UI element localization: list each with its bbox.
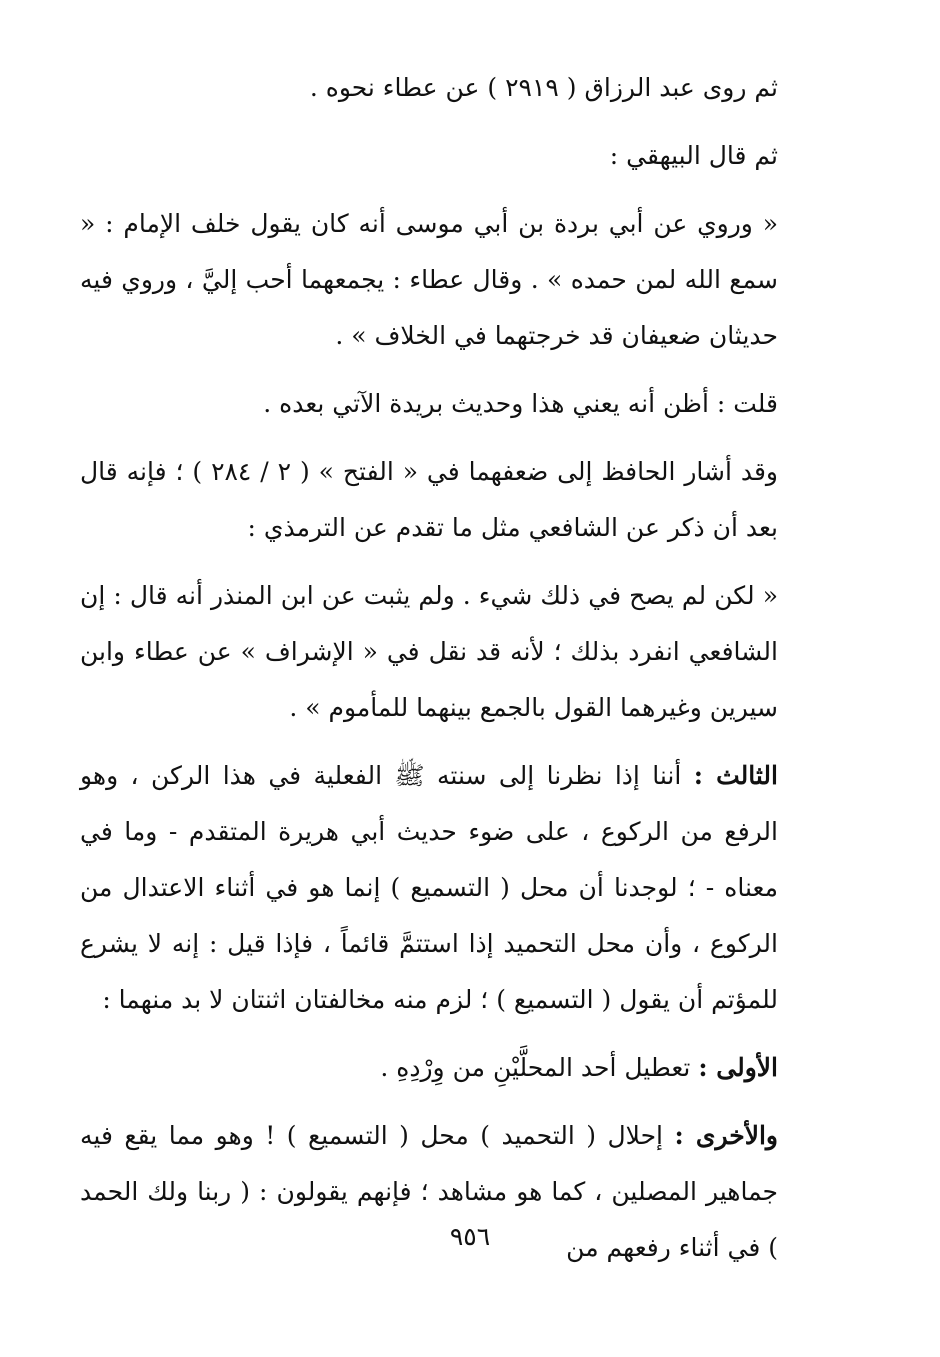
quote-paragraph: « وروي عن أبي بردة بن أبي موسى أنه كان يقول خلف الإمام : « سمع الله لمن حمده » . وقال عطاء : يجمعهما أحب إليَّ ، وروي فيه حديثان ضعيفان قد خرجتهما في الخلاف » . (80, 209, 778, 350)
paragraph: ثم روى عبد الرزاق ( ٢٩١٩ ) عن عطاء نحوه . (309, 73, 778, 102)
page-body (80, 60, 808, 1288)
paragraph: قلت : أظن أنه يعني هذا وحديث بريدة الآتي بعده . (263, 389, 778, 418)
paragraph: ثم قال البيهقي : (609, 141, 778, 170)
paragraph-label: الثالث : (693, 761, 778, 790)
paragraph-first-item (80, 1040, 808, 1096)
paragraph-label: الأولى : (698, 1053, 778, 1082)
paragraph-third-point (80, 748, 808, 1028)
page-number: ٩٥٦ (449, 1222, 491, 1251)
paragraph-text: تعطيل أحد المحلَّيْنِ من وِرْدِهِ . (380, 1053, 691, 1082)
paragraph-text: أننا إذا نظرنا إلى سنته ﷺ الفعلية في هذا الركن ، وهو الرفع من الركوع ، على ضوء حديث أبي هريرة المتقدم - وما في معناه - ؛ لوجدنا أن محل ( التسميع ) إنما هو في أثناء الاعتدال من الركوع ، وأن محل التحميد إذا استتمَّ قائماً ، فإذا قيل : إنه لا يشرع للمؤتم أن يقول ( التسميع ) ؛ لزم منه مخالفتان اثنتان لا بد منهما : (80, 761, 778, 1014)
paragraph-label: والأخرى : (674, 1121, 779, 1150)
paragraph: وقد أشار الحافظ إلى ضعفهما في « الفتح » ( ٢ / ٢٨٤ ) ؛ فإنه قال بعد أن ذكر عن الشافعي مثل ما تقدم عن الترمذي : (80, 457, 778, 542)
quote-paragraph: « لكن لم يصح في ذلك شيء . ولم يثبت عن ابن المنذر أنه قال : إن الشافعي انفرد بذلك ؛ لأنه قد نقل في « الإشراف » عن عطاء وابن سيرين وغيرهما القول بالجمع بينهما للمأموم » . (80, 581, 778, 722)
paragraph-text: إحلال ( التحميد ) محل ( التسميع ) ! وهو مما يقع فيه جماهير المصلين ، كما هو مشاهد ؛ فإنهم يقولون : ( ربنا ولك الحمد ) في أثناء رفعهم من (80, 1121, 778, 1262)
